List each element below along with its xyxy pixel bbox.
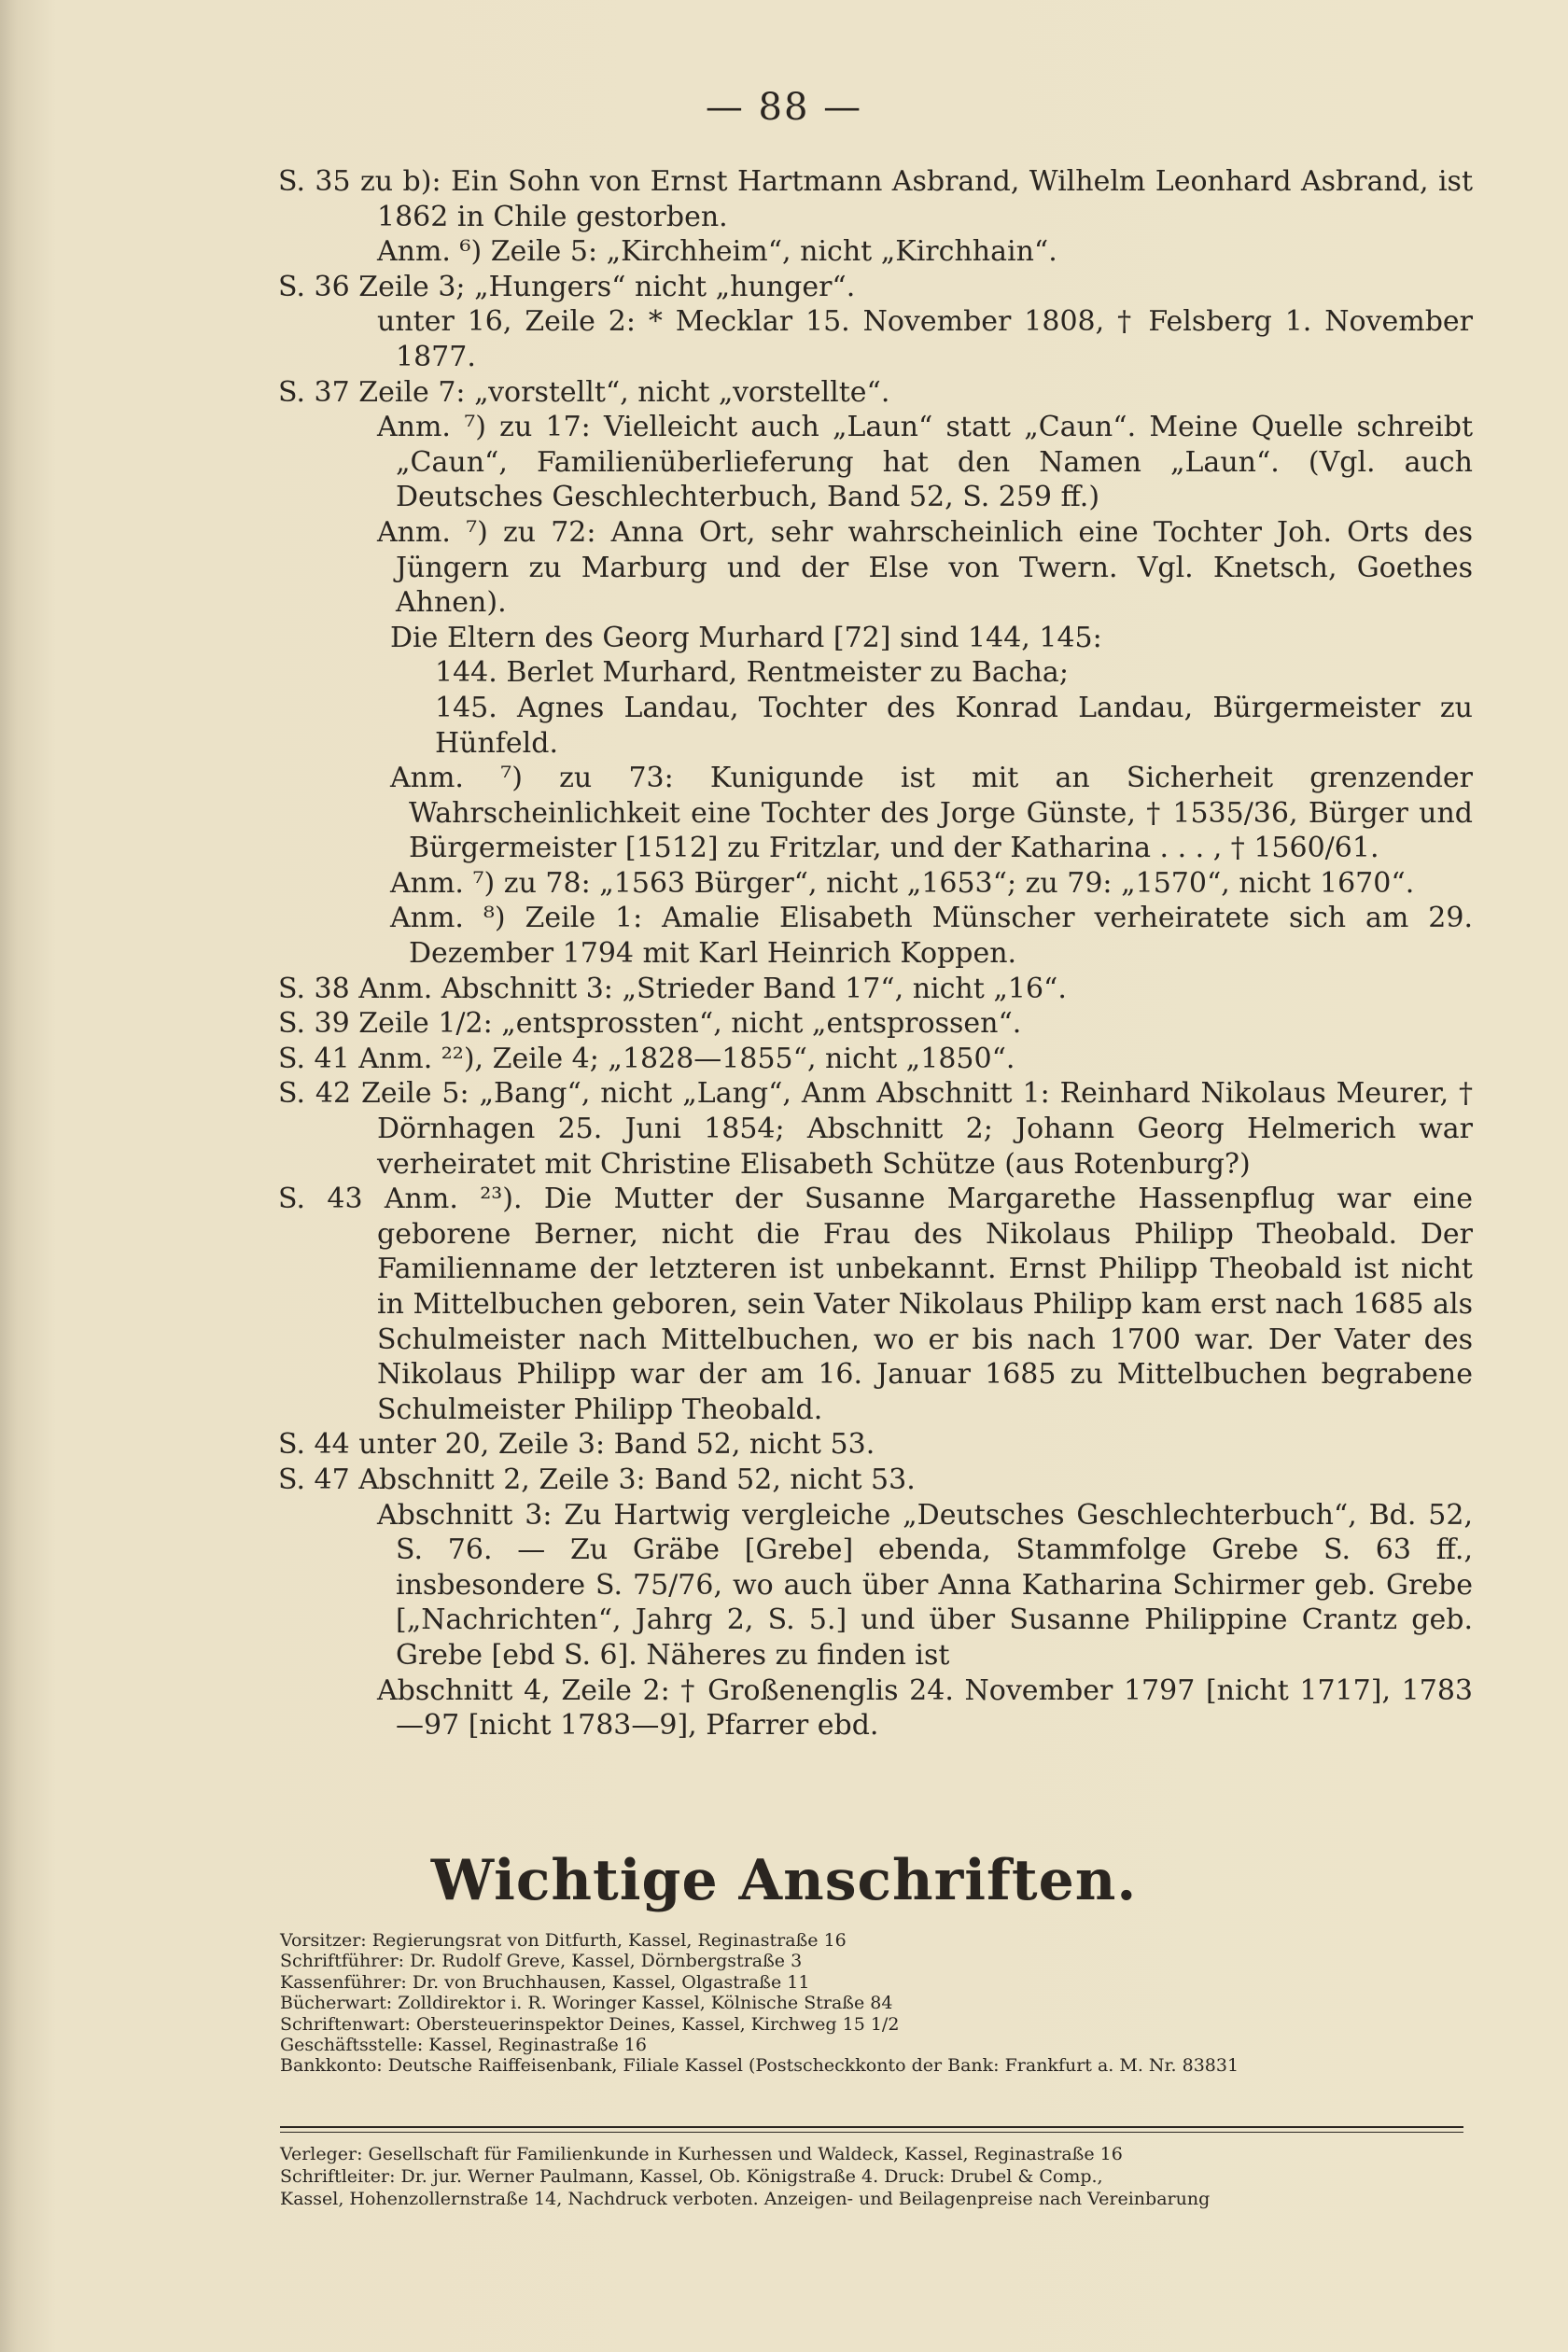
errata-entry: Abschnitt 3: Zu Hartwig vergleiche „Deutsches Geschlechterbuch“, Bd. 52, S. 76. — Zu Gräbe [Grebe] ebenda, Stammfolge Grebe S. 63 ff., insbesondere S. 75/76, wo auch über Anna Katharina Schirmer geb. Grebe [„Nachrichten“, Jahrg 2, S. 5.] und über Susanne Philippine Crantz geb. Grebe [ebd S. 6]. Näheres zu finden ist	[377, 1498, 1473, 1672]
page-number: — 88 —	[705, 86, 863, 129]
errata-entry: S. 41 Anm. ²²), Zeile 4; „1828—1855“, nicht „1850“.	[278, 1042, 1015, 1075]
errata-entry: S. 36 Zeile 3; „Hungers“ nicht „hunger“.	[278, 270, 856, 303]
address-line: Vorsitzer: Regierungsrat von Ditfurth, Kassel, Reginastraße 16	[280, 1930, 847, 1951]
errata-entry: Anm. ⁷) zu 78: „1563 Bürger“, nicht „1653“; zu 79: „1570“, nicht 1670“.	[390, 866, 1415, 900]
errata-entry: 144. Berlet Murhard, Rentmeister zu Bacha;	[435, 656, 1069, 690]
address-line: Kassenführer: Dr. von Bruchhausen, Kassel, Olgastraße 11	[280, 1971, 810, 1993]
publisher-info	[280, 2143, 1484, 2210]
publisher-line: Kassel, Hohenzollernstraße 14, Nachdruck verboten. Anzeigen- und Beilagenpreise nach Vereinbarung	[280, 2189, 1211, 2209]
address-list	[280, 1930, 1484, 2077]
address-line: Schriftführer: Dr. Rudolf Greve, Kassel, Dörnbergstraße 3	[280, 1951, 803, 1972]
errata-entry: S. 44 unter 20, Zeile 3: Band 52, nicht 53.	[278, 1428, 875, 1462]
errata-entry: S. 47 Abschnitt 2, Zeile 3: Band 52, nicht 53.	[278, 1463, 916, 1496]
errata-entry: S. 35 zu b): Ein Sohn von Ernst Hartmann Asbrand, Wilhelm Leonhard Asbrand, ist 1862 in Chile gestorben.	[278, 165, 1473, 233]
errata-entry: unter 16, Zeile 2: * Mecklar 15. November 1808, † Felsberg 1. November 1877.	[377, 305, 1473, 373]
errata-entry: Anm. ⁷) zu 17: Vielleicht auch „Laun“ statt „Caun“. Meine Quelle schreibt „Caun“, Familienüberlieferung hat den Namen „Laun“. (Vgl. auch Deutsches Geschlechterbuch, Band 52, S. 259 ff.)	[377, 411, 1473, 514]
errata-entry: S. 42 Zeile 5: „Bang“, nicht „Lang“, Anm Abschnitt 1: Reinhard Nikolaus Meurer, † Dörnhagen 25. Juni 1854; Abschnitt 2; Johann Georg Helmerich war verheiratet mit Christine Elisabeth Schütze (aus Rotenburg?)	[278, 1077, 1473, 1181]
errata-entry: Anm. ⁸) Zeile 1: Amalie Elisabeth Münscher verheiratete sich am 29. Dezember 1794 mit Karl Heinrich Koppen.	[390, 902, 1473, 971]
errata-entry: Abschnitt 4, Zeile 2: † Großenenglis 24. November 1797 [nicht 1717], 1783—97 [nicht 1783—9], Pfarrer ebd.	[377, 1673, 1473, 1743]
errata-entry: Die Eltern des Georg Murhard [72] sind 144, 145:	[390, 621, 1102, 654]
errata-list	[278, 164, 1473, 1743]
errata-entry: S. 39 Zeile 1/2: „entsprossten“, nicht „entsprossen“.	[278, 1007, 1022, 1041]
errata-entry: Anm. ⁷) zu 73: Kunigunde ist mit an Sicherheit grenzender Wahrscheinlichkeit eine Tochter des Jorge Günste, † 1535/36, Bürger und Bürgermeister [1512] zu Fritzlar, und der Katharina . . . , † 1560/61.	[390, 762, 1473, 865]
address-line: Geschäftsstelle: Kassel, Reginastraße 16	[280, 2035, 647, 2056]
section-heading: Wichtige Anschriften.	[430, 1848, 1138, 1913]
address-line: Bankkonto: Deutsche Raiffeisenbank, Filiale Kassel (Postscheckkonto der Bank: Frankfurt a. M. Nr. 83831	[280, 2055, 1239, 2077]
errata-entry: Anm. ⁶) Zeile 5: „Kirchheim“, nicht „Kirchhain“.	[377, 235, 1057, 269]
divider-rule	[280, 2126, 1463, 2128]
errata-entry: 145. Agnes Landau, Tochter des Konrad Landau, Bürgermeister zu Hünfeld.	[435, 691, 1473, 760]
address-line: Schriftenwart: Obersteuerinspektor Deines, Kassel, Kirchweg 15 1/2	[280, 2013, 900, 2035]
publisher-line: Verleger: Gesellschaft für Familienkunde in Kurhessen und Waldeck, Kassel, Reginastraße 16	[280, 2144, 1123, 2164]
errata-entry: S. 43 Anm. ²³). Die Mutter der Susanne Margarethe Hassenpflug war eine geborene Berner, nicht die Frau des Nikolaus Philipp Theobald. Der Familienname der letzteren ist unbekannt. Ernst Philipp Theobald ist nicht in Mittelbuchen geboren, sein Vater Nikolaus Philipp kam erst nach 1685 als Schulmeister nach Mittelbuchen, wo er bis nach 1700 war. Der Vater des Nikolaus Philipp war der am 16. Januar 1685 zu Mittelbuchen begrabene Schulmeister Philipp Theobald.	[278, 1183, 1473, 1426]
errata-entry: Anm. ⁷) zu 72: Anna Ort, sehr wahrscheinlich eine Tochter Joh. Orts des Jüngern zu Marburg und der Else von Twern. Vgl. Knetsch, Goethes Ahnen).	[377, 515, 1473, 620]
divider-rule	[280, 2132, 1463, 2133]
publisher-line: Schriftleiter: Dr. jur. Werner Paulmann, Kassel, Ob. Königstraße 4. Druck: Drubel & Comp.,	[280, 2166, 1103, 2187]
address-line: Bücherwart: Zolldirektor i. R. Woringer Kassel, Kölnische Straße 84	[280, 1993, 893, 2014]
errata-entry: S. 37 Zeile 7: „vorstellt“, nicht „vorstellte“.	[278, 375, 890, 409]
errata-entry: S. 38 Anm. Abschnitt 3: „Strieder Band 17“, nicht „16“.	[278, 972, 1067, 1005]
